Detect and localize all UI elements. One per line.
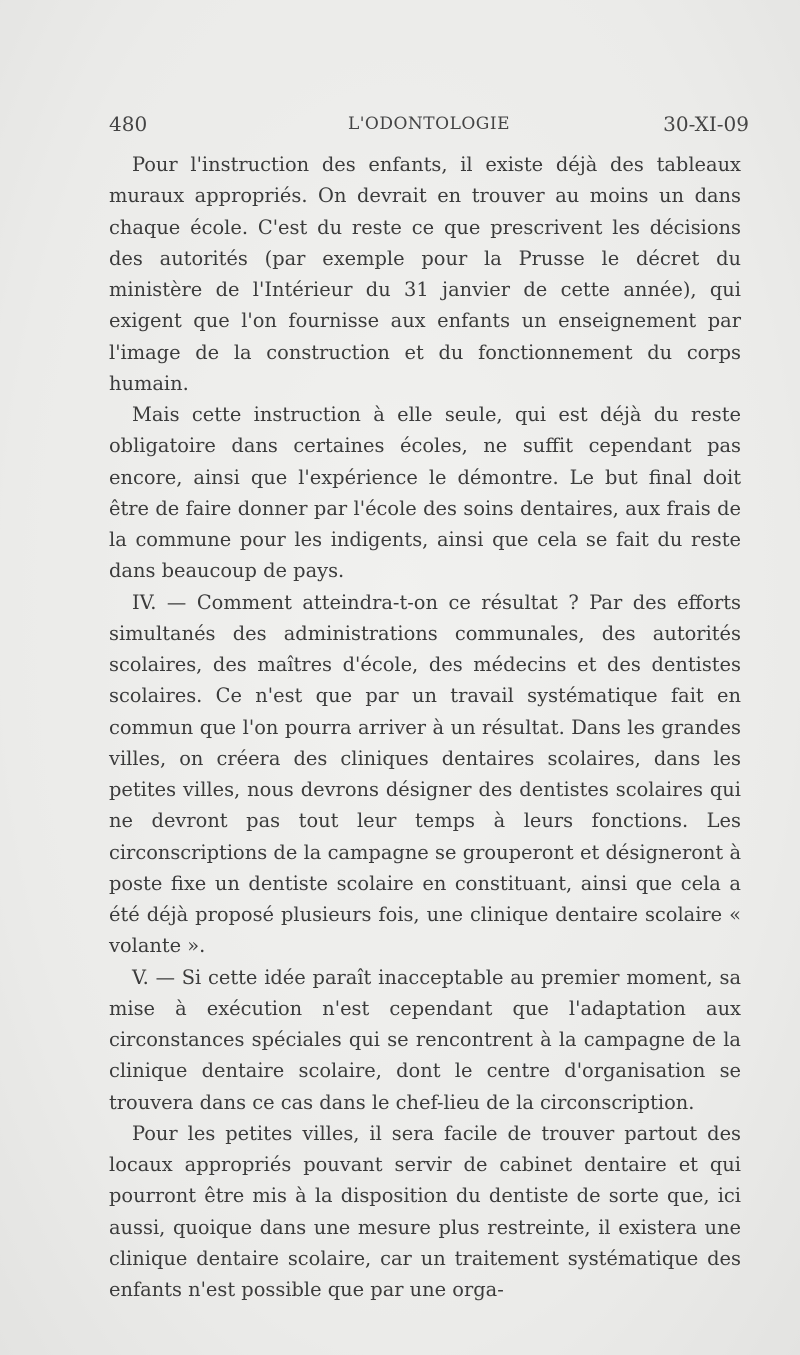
page-number: 480	[109, 112, 148, 136]
running-header	[109, 112, 749, 142]
issue-date: 30-XI-09	[663, 112, 749, 136]
journal-title: L'ODONTOLOGIE	[347, 114, 511, 134]
paragraph-2: Mais cette instruction à elle seule, qui est déjà du reste obligatoire dans certaines écoles, ne suffit cependant pas encore, ainsi que l'expérience le démontre. Le but final doit être de faire donner par l'école des soins dentaires, aux frais de la commune pour les indigents, ainsi que cela se fait du reste dans beaucoup de pays.	[109, 403, 741, 583]
paragraph-5: Pour les petites villes, il sera facile de trouver partout des locaux appropriés pouvant servir de cabinet dentaire et qui pourront être mis à la disposition du dentiste de sorte que, ici aussi, quoique dans une mesure plus restreinte, il existera une clinique dentaire scolaire, car un traitement systématique des enfants n'est possible que par une orga-	[109, 1121, 741, 1301]
body-text	[109, 149, 741, 1305]
paragraph-1: Pour l'instruction des enfants, il existe déjà des tableaux muraux appropriés. On devrait en trouver au moins un dans chaque école. C'est du reste ce que prescrivent les décisions des autorités (par exemple pour la Prusse le décret du ministère de l'Intérieur du 31 janvier de cette année), qui exigent que l'on fournisse aux enfants un enseignement par l'image de la construction et du fonctionnement du corps humain.	[109, 153, 741, 395]
paragraph-3: IV. — Comment atteindra-t-on ce résultat ? Par des efforts simultanés des administrations communales, des autorités scolaires, des maîtres d'école, des médecins et des dentistes scolaires. Ce n'est que par un travail systématique fait en commun que l'on pourra arriver à un résultat. Dans les grandes villes, on créera des cliniques dentaires scolaires, dans les petites villes, nous devrons désigner des dentistes scolaires qui ne devront pas tout leur temps à leurs fonctions. Les circonscriptions de la campagne se grouperont et désigneront à poste fixe un dentiste scolaire en constituant, ainsi que cela a été déjà proposé plusieurs fois, une clinique dentaire scolaire « volante ».	[109, 590, 741, 958]
paragraph-4: V. — Si cette idée paraît inacceptable au premier moment, sa mise à exécution n'est cependant que l'adaptation aux circonstances spéciales qui se rencontrent à la campagne de la clinique dentaire scolaire, dont le centre d'organisation se trouvera dans ce cas dans le chef-lieu de la circonscription.	[109, 965, 741, 1114]
